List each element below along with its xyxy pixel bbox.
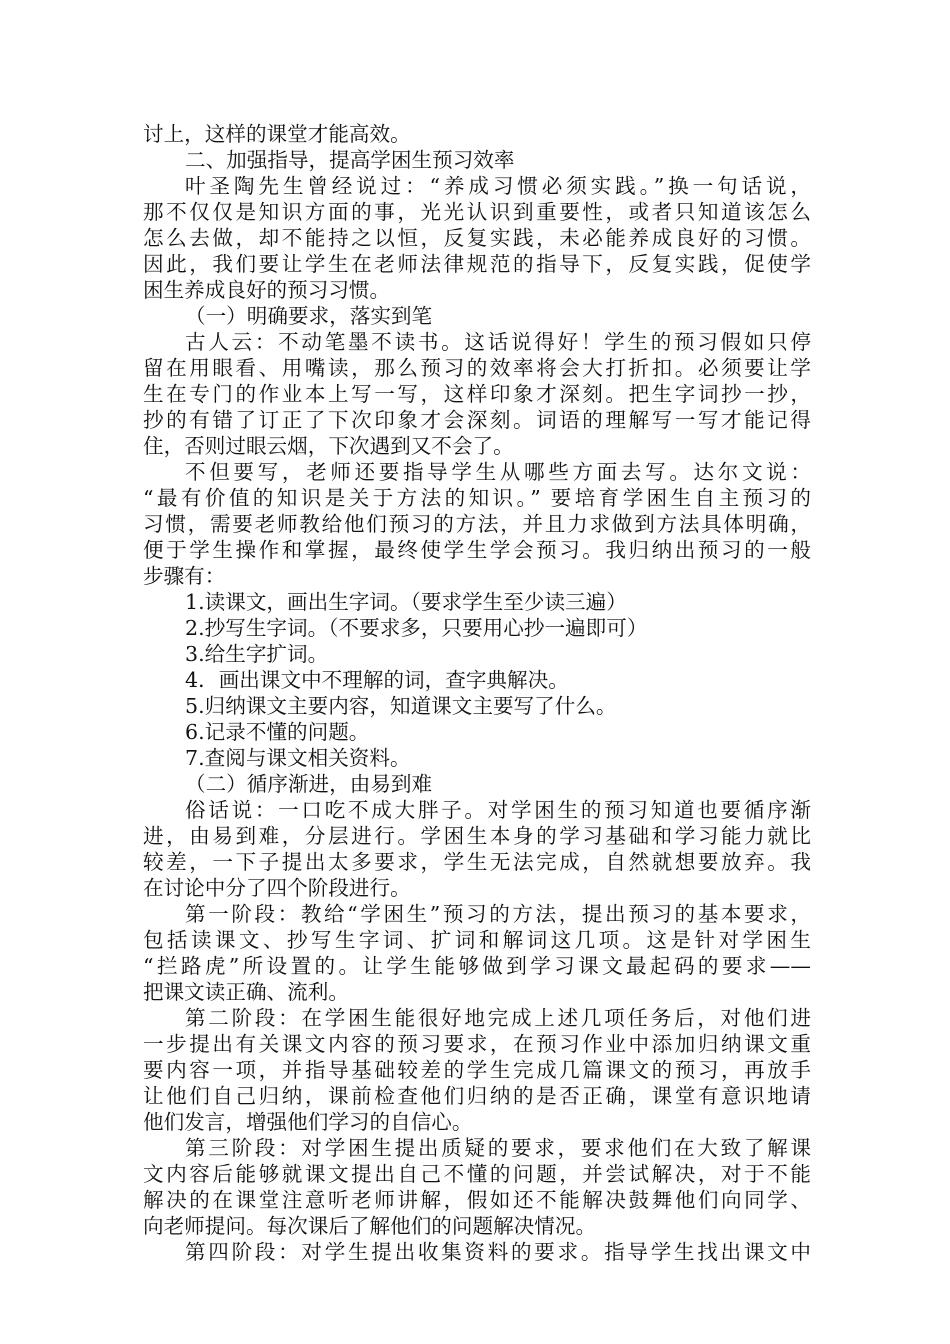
text-line: （一）明确要求，落实到笔 (185, 304, 433, 328)
text-line: 二、加强指导，提高学困生预习效率 (185, 148, 515, 172)
text-line: 3.给生字扩词。 (185, 642, 329, 666)
text-line: 第二阶段：在学困生能很好地完成上述几项任务后，对他们进 (185, 1006, 811, 1030)
text-line: 他们发言，增强他们学习的自信心。 (143, 1110, 473, 1134)
text-line: 解决的在课堂注意听老师讲解，假如还不能解决鼓舞他们向同学、 (143, 1188, 811, 1212)
text-line: 第四阶段：对学生提出收集资料的要求。指导学生找出课文中 (185, 1240, 811, 1264)
text-line: 一步提出有关课文内容的预习要求，在预习作业中添加归纳课文重 (143, 1032, 811, 1056)
text-line: 较差，一下子提出太多要求，学生无法完成，自然就想要放弃。我 (143, 850, 811, 874)
text-line: 不但要写，老师还要指导学生从哪些方面去写。达尔文说： (185, 460, 811, 484)
text-line: 2.抄写生字词。（不要求多，只要用心抄一遍即可） (185, 616, 648, 640)
text-line: （二）循序渐进，由易到难 (185, 772, 433, 796)
text-line: 在讨论中分了四个阶段进行。 (143, 876, 411, 900)
text-line: 叶圣陶先生曾经说过：“养成习惯必须实践。”换一句话说， (185, 174, 811, 198)
text-line: 留在用眼看、用嘴读，那么预习的效率将会大打折扣。必须要让学 (143, 356, 811, 380)
text-line: 讨上，这样的课堂才能高效。 (143, 122, 411, 146)
text-line: 5.归纳课文主要内容，知道课文主要写了什么。 (185, 694, 617, 718)
text-line: 怎么去做，却不能持之以恒，反复实践，未必能养成良好的习惯。 (143, 226, 811, 250)
text-line: 第一阶段：教给“学困生”预习的方法，提出预习的基本要求， (185, 902, 811, 926)
text-line: 俗话说：一口吃不成大胖子。对学困生的预习知道也要循序渐 (185, 798, 811, 822)
text-line: 步骤有： (143, 564, 226, 588)
text-line: 便于学生操作和掌握，最终使学生学会预习。我归纳出预习的一般 (143, 538, 811, 562)
text-line: 向老师提问。每次课后了解他们的问题解决情况。 (143, 1214, 597, 1238)
document-body (143, 121, 811, 1265)
text-line: 那不仅仅是知识方面的事，光光认识到重要性，或者只知道该怎么 (143, 200, 811, 224)
text-line: 文内容后能够就课文提出自己不懂的问题，并尝试解决，对于不能 (143, 1162, 811, 1186)
text-line: 第三阶段：对学困生提出质疑的要求，要求他们在大致了解课 (185, 1136, 811, 1160)
text-line: 古人云：不动笔墨不读书。这话说得好！学生的预习假如只停 (185, 330, 811, 354)
text-line: “拦路虎”所设置的。让学生能够做到学习课文最起码的要求—— (143, 954, 811, 978)
text-line: 把课文读正确、流利。 (143, 980, 349, 1004)
text-line: 4．画出课文中不理解的词，查字典解决。 (185, 668, 569, 692)
text-line: 让他们自己归纳，课前检查他们归纳的是否正确，课堂有意识地请 (143, 1084, 811, 1108)
text-line: 6.记录不懂的问题。 (185, 720, 370, 744)
text-line: 因此，我们要让学生在老师法律规范的指导下，反复实践，促使学 (143, 252, 811, 276)
text-line: 生在专门的作业本上写一写，这样印象才深刻。把生字词抄一抄， (143, 382, 811, 406)
text-line: 要内容一项，并指导基础较差的学生完成几篇课文的预习，再放手 (143, 1058, 811, 1082)
text-line: 抄的有错了订正了下次印象才会深刻。词语的理解写一写才能记得 (143, 408, 811, 432)
text-line: 1.读课文，画出生字词。（要求学生至少读三遍） (185, 590, 627, 614)
text-line: 住，否则过眼云烟，下次遇到又不会了。 (143, 434, 514, 458)
text-line: 进，由易到难，分层进行。学困生本身的学习基础和学习能力就比 (143, 824, 811, 848)
text-line: 包括读课文、抄写生字词、扩词和解词这几项。这是针对学困生 (143, 928, 811, 952)
text-line: 困生养成良好的预习习惯。 (143, 278, 391, 302)
text-line: 7.查阅与课文相关资料。 (185, 746, 411, 770)
text-line: 习惯，需要老师教给他们预习的方法，并且力求做到方法具体明确， (143, 512, 811, 536)
text-line: “最有价值的知识是关于方法的知识。” 要培育学困生自主预习的 (143, 486, 811, 510)
